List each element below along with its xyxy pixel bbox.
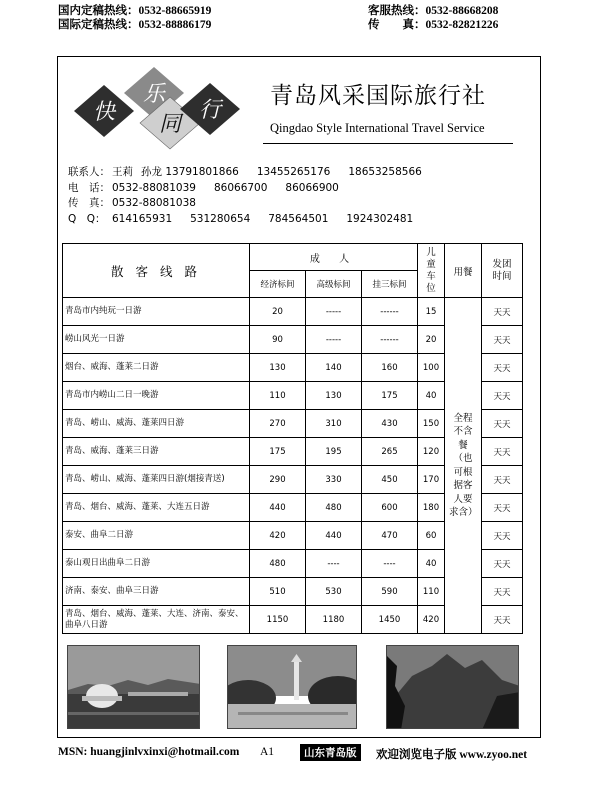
route-cell: 崂山风光一日游	[63, 326, 250, 354]
star3-price-cell: 470	[362, 522, 418, 550]
child-price-cell: 40	[418, 382, 445, 410]
premium-price-cell: ----	[306, 550, 362, 578]
page-number: A1	[260, 746, 275, 758]
service-hotline: 客服热线：0532-88668208	[368, 5, 499, 17]
table-row	[63, 298, 523, 326]
child-price-cell: 120	[418, 438, 445, 466]
premium-price-cell: 140	[306, 354, 362, 382]
contacts	[68, 165, 440, 227]
star3-price-cell: ------	[362, 298, 418, 326]
international-hotline: 国际定稿热线：0532-88886179	[58, 19, 212, 31]
star3-price-cell: 1450	[362, 606, 418, 634]
footer	[58, 744, 540, 762]
departure-cell: 天天	[482, 522, 523, 550]
economy-price-cell: 290	[250, 466, 306, 494]
route-cell: 青岛、崂山、威海、蓬莱四日游(烟接青送)	[63, 466, 250, 494]
child-price-cell: 15	[418, 298, 445, 326]
header-route: 散 客 线 路	[63, 244, 250, 298]
header-economy: 经济标间	[250, 271, 306, 298]
contact-value: 531280654	[190, 212, 251, 225]
contact-value: 0532-88081038	[112, 197, 196, 209]
title-divider	[263, 143, 513, 144]
premium-price-cell: 530	[306, 578, 362, 606]
star3-price-cell: ----	[362, 550, 418, 578]
contact-row-phone	[68, 181, 440, 197]
route-cell: 泰安、曲阜二日游	[63, 522, 250, 550]
route-cell: 青岛、崂山、威海、蓬莱四日游	[63, 410, 250, 438]
contact-row-qq	[68, 212, 440, 228]
star3-price-cell: 430	[362, 410, 418, 438]
route-rows	[63, 298, 523, 634]
header-departure-text: 发团时间	[492, 258, 512, 282]
child-price-cell: 170	[418, 466, 445, 494]
route-cell: 青岛、威海、蓬莱三日游	[63, 438, 250, 466]
premium-price-cell: 130	[306, 382, 362, 410]
header-meal: 用餐	[445, 244, 482, 298]
header-adult: 成 人	[250, 244, 418, 271]
contact-value: 孙龙 13791801866	[141, 166, 239, 178]
photo-mountain	[386, 645, 519, 729]
header-premium: 高级标间	[306, 271, 362, 298]
departure-cell: 天天	[482, 410, 523, 438]
logo-char-2: 乐	[142, 82, 166, 107]
hotlines-right	[368, 4, 498, 32]
child-price-cell: 150	[418, 410, 445, 438]
route-cell: 青岛、烟台、威海、蓬莱、大连五日游	[63, 494, 250, 522]
route-table-wrap	[62, 243, 522, 634]
hotlines-left	[58, 4, 211, 32]
contact-value: 614165931	[112, 212, 173, 225]
contact-row-fax	[68, 196, 440, 212]
contact-value: 0532-88081039	[112, 181, 196, 194]
child-price-cell: 20	[418, 326, 445, 354]
premium-price-cell: 480	[306, 494, 362, 522]
departure-cell: 天天	[482, 354, 523, 382]
departure-cell: 天天	[482, 494, 523, 522]
header-child-text: 儿童车位	[426, 246, 436, 294]
company-name-en: Qingdao Style International Travel Service	[270, 121, 485, 135]
photo-lighthouse-park	[227, 645, 357, 729]
child-price-cell: 420	[418, 606, 445, 634]
departure-cell: 天天	[482, 578, 523, 606]
logo-char-1: 快	[92, 100, 116, 125]
child-price-cell: 110	[418, 578, 445, 606]
route-cell: 青岛、烟台、威海、蓬莱、大连、济南、泰安、曲阜八日游	[63, 606, 250, 634]
economy-price-cell: 90	[250, 326, 306, 354]
star3-price-cell: 600	[362, 494, 418, 522]
route-cell: 青岛市内崂山二日一晚游	[63, 382, 250, 410]
contact-label: Q Q：	[68, 212, 106, 225]
premium-price-cell: 310	[306, 410, 362, 438]
flyer-frame	[57, 56, 541, 738]
child-price-cell: 180	[418, 494, 445, 522]
star3-price-cell: 265	[362, 438, 418, 466]
star3-price-cell: 175	[362, 382, 418, 410]
economy-price-cell: 510	[250, 578, 306, 606]
child-price-cell: 100	[418, 354, 445, 382]
economy-price-cell: 270	[250, 410, 306, 438]
contact-value: 86066700	[213, 181, 268, 194]
contact-value: 王莉	[112, 166, 133, 178]
departure-cell: 天天	[482, 298, 523, 326]
economy-price-cell: 1150	[250, 606, 306, 634]
domestic-hotline: 国内定稿热线：0532-88665919	[58, 5, 212, 17]
header-departure	[482, 244, 523, 298]
star3-price-cell: ------	[362, 326, 418, 354]
economy-price-cell: 420	[250, 522, 306, 550]
photo-harbor	[67, 645, 200, 729]
meal-note-cell: 全程不含餐（也可根据客人要求含）	[445, 298, 482, 634]
route-cell: 青岛市内纯玩一日游	[63, 298, 250, 326]
contact-label: 传 真：	[68, 197, 110, 209]
contact-value: 13455265176	[256, 166, 331, 178]
website-link[interactable]: 欢迎浏览电子版 www.zyoo.net	[376, 749, 528, 761]
child-price-cell: 60	[418, 522, 445, 550]
economy-price-cell: 110	[250, 382, 306, 410]
header-star3: 挂三标间	[362, 271, 418, 298]
star3-price-cell: 450	[362, 466, 418, 494]
star3-price-cell: 590	[362, 578, 418, 606]
contact-row-person	[68, 165, 440, 181]
child-price-cell: 40	[418, 550, 445, 578]
msn-contact: MSN: huangjinlvxinxi@hotmail.com	[58, 746, 240, 758]
departure-cell: 天天	[482, 382, 523, 410]
route-cell: 泰山观日出曲阜二日游	[63, 550, 250, 578]
contact-label: 电 话：	[68, 181, 110, 194]
premium-price-cell: 440	[306, 522, 362, 550]
contact-label: 联系人：	[68, 166, 110, 178]
contact-value: 784564501	[268, 212, 329, 225]
edition-badge: 山东青岛版	[300, 744, 361, 761]
premium-price-cell: -----	[306, 298, 362, 326]
departure-cell: 天天	[482, 438, 523, 466]
route-price-table	[62, 243, 523, 634]
departure-cell: 天天	[482, 550, 523, 578]
departure-cell: 天天	[482, 466, 523, 494]
company-name-cn: 青岛风采国际旅行社	[270, 83, 486, 109]
departure-cell: 天天	[482, 606, 523, 634]
route-cell: 济南、泰安、曲阜三日游	[63, 578, 250, 606]
premium-price-cell: 1180	[306, 606, 362, 634]
logo-char-3: 同	[158, 112, 182, 137]
premium-price-cell: -----	[306, 326, 362, 354]
economy-price-cell: 480	[250, 550, 306, 578]
fax-hotline: 传 真：0532-82821226	[368, 19, 499, 31]
economy-price-cell: 130	[250, 354, 306, 382]
logo-char-4: 行	[198, 98, 222, 123]
contact-value: 86066900	[285, 181, 339, 194]
contact-value: 1924302481	[346, 212, 414, 225]
economy-price-cell: 440	[250, 494, 306, 522]
contact-value: 18653258566	[348, 166, 422, 178]
economy-price-cell: 20	[250, 298, 306, 326]
premium-price-cell: 195	[306, 438, 362, 466]
route-cell: 烟台、威海、蓬莱二日游	[63, 354, 250, 382]
header-child	[418, 244, 445, 298]
logo	[68, 65, 248, 151]
departure-cell: 天天	[482, 326, 523, 354]
economy-price-cell: 175	[250, 438, 306, 466]
star3-price-cell: 160	[362, 354, 418, 382]
premium-price-cell: 330	[306, 466, 362, 494]
